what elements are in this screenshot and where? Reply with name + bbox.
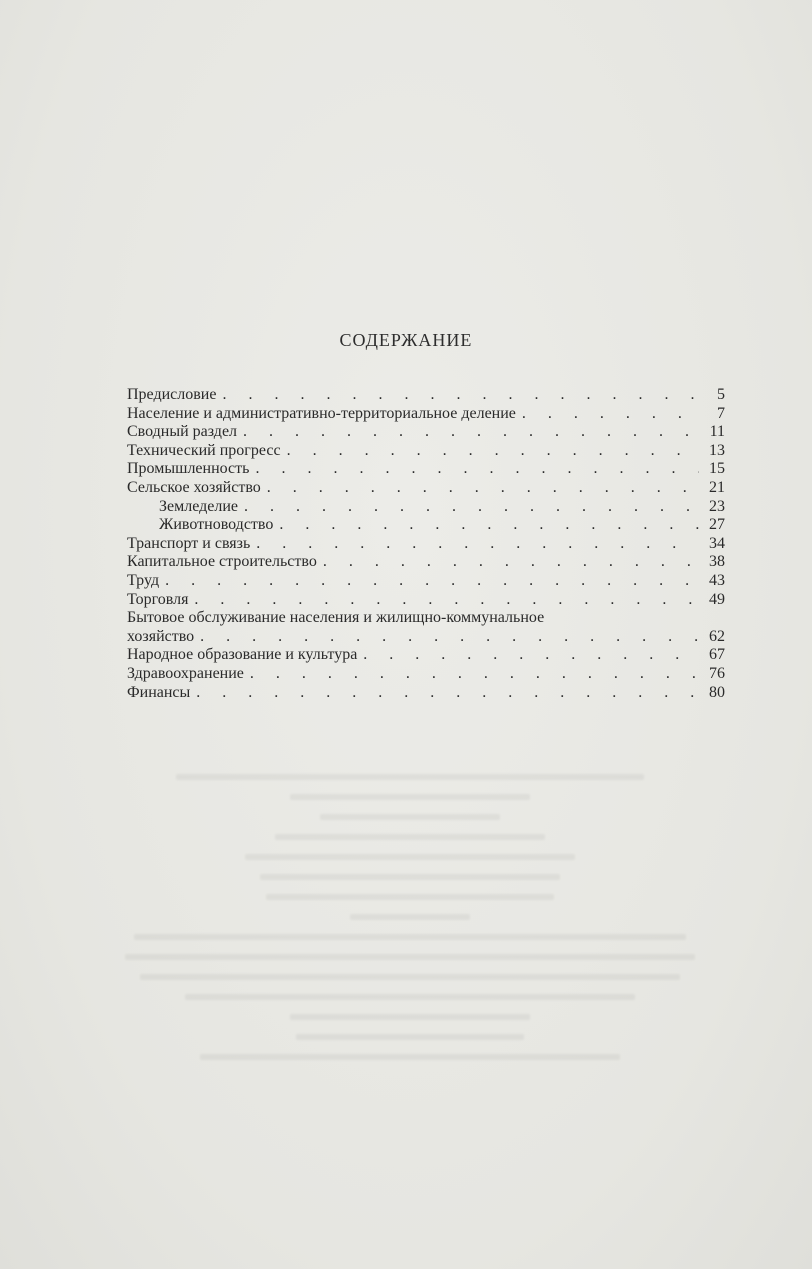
toc-entry-page: 23 [709,497,725,515]
toc-entry-page: 43 [709,571,725,589]
dot-leader [281,442,699,461]
toc-entry-label: Земледелие [159,497,239,515]
toc-entry-label: Промышленность [127,460,250,478]
toc-entry-label: Животноводство [159,516,274,534]
toc-entry-label: Население и административно-территориальное деление [127,404,516,422]
dot-leader [357,646,699,665]
toc-entry-page: 7 [717,404,725,422]
dot-leader [516,405,699,424]
toc-entry [127,572,725,591]
toc-entry [127,553,725,572]
toc-entry-page: 34 [709,534,725,552]
toc-subentry [127,516,725,535]
dot-leader [273,516,699,535]
dot-leader [261,479,699,498]
toc-entry-page: 13 [709,441,725,459]
toc-entry [127,442,725,461]
toc-subentry [127,498,725,517]
toc-entry-page: 21 [709,478,725,496]
toc-entry [127,423,725,442]
toc-entry [127,479,725,498]
dot-leader [216,386,699,405]
toc-entry-page: 62 [709,627,725,645]
toc-entry [127,460,725,479]
toc-entry-page: 5 [717,386,725,403]
toc-entry-label: Сводный раздел [127,423,238,441]
dot-leader [194,628,699,647]
dot-leader [190,684,699,703]
toc-entry-label: хозяйство [127,627,195,645]
toc-entry-page: 49 [709,590,725,608]
toc-entry [127,386,725,405]
toc-entry [127,628,725,647]
toc-entry-label: Народное образование и культура [127,646,358,664]
toc-entry-page: 38 [709,553,725,571]
toc-entry-label: Труд [127,571,160,589]
toc-entry-label: Бытовое обслуживание населения и жилищно-коммунальное [127,609,545,627]
dot-leader [238,498,699,517]
toc-entry [127,665,725,684]
toc-entry-page: 27 [709,516,725,534]
toc-entry-label: Предисловие [127,386,217,403]
toc-entry-label: Финансы [127,683,191,701]
reverse-side-show-through [110,760,710,1140]
toc-entry [127,591,725,610]
dot-leader [249,460,699,479]
toc-entry [127,609,725,628]
toc-entry-label: Сельское хозяйство [127,478,261,496]
toc-entry-page: 15 [709,460,725,478]
dot-leader [188,591,699,610]
toc-entry-label: Транспорт и связь [127,534,251,552]
toc-entry [127,646,725,665]
dot-leader [237,423,699,442]
table-of-contents [127,386,725,702]
dot-leader [317,553,699,572]
dot-leader [244,665,699,684]
toc-entry-label: Капитальное строительство [127,553,317,571]
dot-leader [159,572,699,591]
toc-entry [127,684,725,703]
toc-entry-label: Здравоохранение [127,664,244,682]
page-title: СОДЕРЖАНИЕ [339,330,473,350]
toc-entry [127,535,725,554]
toc-entry-label: Технический прогресс [127,441,281,459]
toc-entry-page: 67 [709,646,725,664]
toc-entry [127,405,725,424]
dot-leader [250,535,699,554]
toc-entry-label: Торговля [127,590,189,608]
toc-entry-page: 80 [709,683,725,701]
toc-entry-page: 11 [709,423,725,441]
toc-entry-page: 76 [709,664,725,682]
